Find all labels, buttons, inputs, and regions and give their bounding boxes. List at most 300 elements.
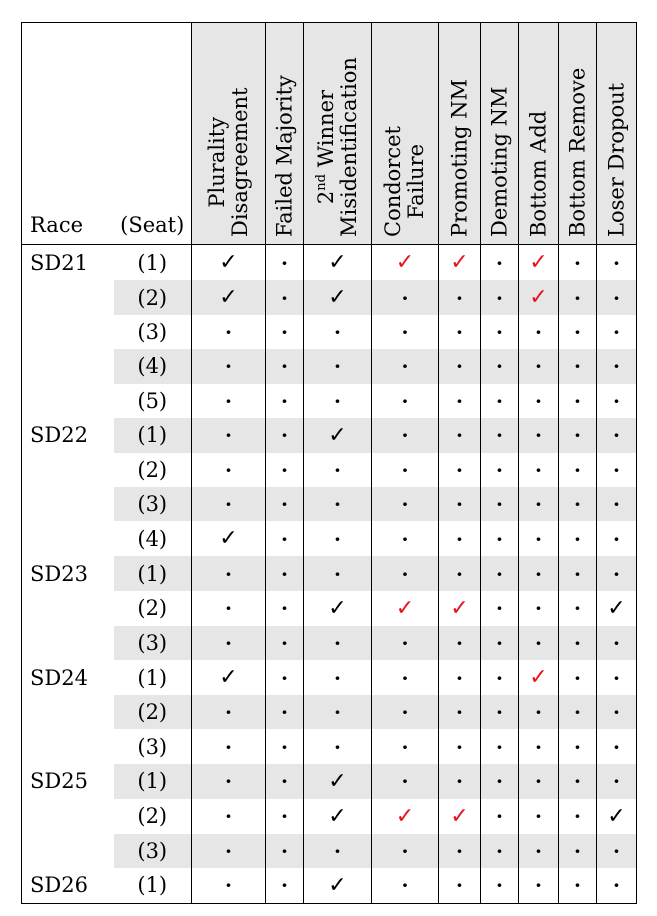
empty-dot-icon: · [574, 423, 581, 448]
result-cell [559, 868, 597, 904]
result-cell [519, 453, 559, 487]
result-cell [372, 695, 439, 729]
result-cell [372, 660, 439, 695]
empty-dot-icon: · [456, 388, 463, 413]
column-header-line: Bottom Remove [565, 67, 589, 237]
empty-dot-icon: · [574, 769, 581, 794]
empty-dot-icon: · [281, 769, 288, 794]
result-cell [304, 660, 372, 695]
empty-dot-icon: · [401, 561, 409, 586]
empty-dot-icon: · [574, 596, 581, 621]
result-cell [192, 521, 266, 556]
result-cell [481, 729, 519, 763]
result-cell [481, 695, 519, 729]
result-cell [597, 764, 637, 799]
result-cell [481, 764, 519, 799]
empty-dot-icon: · [456, 630, 463, 655]
check-icon: ✓ [328, 595, 347, 621]
column-header-label [448, 79, 471, 237]
empty-dot-icon: · [281, 804, 288, 829]
result-cell [372, 245, 439, 281]
empty-dot-icon: · [334, 320, 341, 345]
table-row [22, 453, 637, 487]
result-cell [559, 729, 597, 763]
empty-dot-icon: · [574, 458, 581, 483]
result-cell [372, 556, 439, 590]
result-cell [481, 453, 519, 487]
result-cell [266, 626, 304, 660]
result-cell [439, 591, 481, 626]
empty-dot-icon: · [281, 458, 288, 483]
result-cell [266, 349, 304, 383]
result-cell [519, 280, 559, 315]
column-header-superscript: nd [313, 174, 329, 191]
result-cell [192, 868, 266, 904]
empty-dot-icon: · [535, 734, 542, 759]
race-cell [22, 280, 114, 315]
result-cell [304, 521, 372, 556]
seat-cell: (1) [137, 665, 168, 690]
result-cell [192, 834, 266, 868]
empty-dot-icon: · [334, 665, 341, 690]
result-cell [439, 418, 481, 453]
column-header-8 [559, 23, 597, 245]
empty-dot-icon: · [535, 354, 542, 379]
red-check-icon: ✓ [395, 595, 415, 621]
column-header-box [597, 23, 636, 244]
column-header-label [488, 87, 511, 238]
race-cell [22, 453, 114, 487]
red-check-icon: ✓ [395, 250, 415, 275]
column-header-box [266, 23, 303, 244]
check-icon: ✓ [607, 803, 626, 829]
column-header-box [559, 23, 596, 244]
empty-dot-icon: · [281, 561, 288, 586]
empty-dot-icon: · [401, 838, 409, 863]
race-cell [22, 521, 114, 556]
empty-dot-icon: · [456, 734, 463, 759]
result-cell [192, 418, 266, 453]
result-cell [304, 626, 372, 660]
empty-dot-icon: · [574, 526, 581, 551]
empty-dot-icon: · [496, 769, 503, 794]
result-cell [372, 315, 439, 349]
empty-dot-icon: · [574, 665, 581, 690]
empty-dot-icon: · [281, 320, 288, 345]
result-cell [372, 487, 439, 521]
column-header-box [192, 23, 265, 244]
empty-dot-icon: · [535, 630, 542, 655]
race-cell [22, 834, 114, 868]
result-cell [372, 729, 439, 763]
result-cell [372, 626, 439, 660]
result-cell [597, 349, 637, 383]
result-cell [304, 245, 372, 281]
result-cell [192, 660, 266, 695]
empty-dot-icon: · [574, 873, 581, 898]
empty-dot-icon: · [535, 873, 542, 898]
check-icon: ✓ [328, 285, 347, 310]
empty-dot-icon: · [401, 665, 409, 690]
result-cell [372, 764, 439, 799]
result-cell [559, 349, 597, 383]
result-cell [304, 764, 372, 799]
empty-dot-icon: · [535, 596, 542, 621]
table-row [22, 315, 637, 349]
result-cell [192, 764, 266, 799]
seat-cell: (2) [114, 695, 192, 729]
result-cell [192, 280, 266, 315]
empty-dot-icon: · [613, 734, 620, 759]
result-cell [372, 349, 439, 383]
empty-dot-icon: · [535, 804, 542, 829]
empty-dot-icon: · [334, 734, 341, 759]
table-row [22, 384, 637, 418]
empty-dot-icon: · [456, 700, 463, 725]
result-cell [519, 729, 559, 763]
red-check-icon: ✓ [395, 803, 415, 829]
result-cell [266, 245, 304, 281]
empty-dot-icon: · [334, 838, 341, 863]
empty-dot-icon: · [456, 873, 463, 898]
empty-dot-icon: · [535, 458, 542, 483]
empty-dot-icon: · [574, 838, 581, 863]
column-header-4 [372, 23, 439, 245]
result-cell [372, 384, 439, 418]
result-cell [481, 384, 519, 418]
result-cell [266, 487, 304, 521]
empty-dot-icon: · [496, 804, 503, 829]
empty-dot-icon: · [535, 526, 542, 551]
check-icon: ✓ [328, 768, 347, 794]
result-cell [481, 660, 519, 695]
empty-dot-icon: · [496, 596, 503, 621]
empty-dot-icon: · [496, 250, 503, 275]
column-header-box [304, 23, 371, 244]
empty-dot-icon: · [535, 769, 542, 794]
column-header-label [206, 88, 252, 238]
empty-dot-icon: · [281, 388, 288, 413]
empty-dot-icon: · [613, 700, 620, 725]
column-header-label [527, 111, 550, 237]
column-header-label [273, 75, 296, 237]
empty-dot-icon: · [574, 492, 581, 517]
check-icon: ✓ [607, 595, 626, 621]
column-header-line: Failed Majority [272, 75, 296, 237]
result-cell [439, 868, 481, 904]
result-cell [266, 868, 304, 904]
race-cell [22, 315, 114, 349]
empty-dot-icon: · [496, 458, 503, 483]
empty-dot-icon: · [574, 804, 581, 829]
race-cell: SD21 [22, 245, 114, 281]
empty-dot-icon: · [401, 354, 409, 379]
empty-dot-icon: · [496, 320, 503, 345]
empty-dot-icon: · [496, 734, 503, 759]
result-cell [192, 591, 266, 626]
red-check-icon: ✓ [529, 250, 548, 275]
result-cell [266, 384, 304, 418]
empty-dot-icon: · [225, 388, 232, 413]
empty-dot-icon: · [456, 526, 463, 551]
result-cell [559, 418, 597, 453]
result-cell [304, 280, 372, 315]
seat-cell: (4) [114, 349, 192, 383]
result-cell [192, 799, 266, 834]
check-icon: ✓ [219, 526, 238, 552]
column-header-line: Bottom Add [526, 110, 550, 237]
result-cell [519, 868, 559, 904]
result-cell [559, 695, 597, 729]
result-cell [559, 453, 597, 487]
result-cell [266, 729, 304, 763]
result-cell [481, 280, 519, 315]
race-header-label: Race [30, 213, 84, 237]
table-row [22, 521, 637, 556]
seat-cell: (4) [137, 526, 168, 551]
empty-dot-icon: · [496, 354, 503, 379]
column-header-prefix: 2 [313, 190, 338, 205]
check-icon: ✓ [328, 422, 347, 448]
empty-dot-icon: · [281, 285, 288, 310]
empty-dot-icon: · [613, 388, 620, 413]
empty-dot-icon: · [535, 320, 542, 345]
empty-dot-icon: · [334, 492, 341, 517]
result-cell [266, 834, 304, 868]
result-cell [519, 487, 559, 521]
seat-header-label: (Seat) [120, 213, 185, 237]
result-cell [481, 487, 519, 521]
result-cell [304, 487, 372, 521]
result-cell [372, 834, 439, 868]
seat-header [114, 23, 192, 245]
empty-dot-icon: · [401, 388, 409, 413]
table-row [22, 280, 637, 315]
result-cell [192, 315, 266, 349]
column-header-2 [266, 23, 304, 245]
empty-dot-icon: · [535, 492, 542, 517]
empty-dot-icon: · [496, 561, 503, 586]
result-cell [481, 245, 519, 281]
empty-dot-icon: · [225, 700, 232, 725]
empty-dot-icon: · [334, 526, 341, 551]
result-cell [439, 280, 481, 315]
result-cell [481, 521, 519, 556]
seat-cell: (2) [137, 596, 168, 621]
empty-dot-icon: · [535, 388, 542, 413]
result-cell [304, 799, 372, 834]
result-cell [481, 799, 519, 834]
column-header-line: Disagreement [227, 87, 252, 237]
seat-cell: (3) [114, 626, 192, 660]
result-cell [192, 556, 266, 590]
empty-dot-icon: · [401, 320, 409, 345]
table-row [22, 695, 637, 729]
table-row [22, 764, 637, 799]
table-row [22, 418, 637, 453]
empty-dot-icon: · [225, 354, 232, 379]
result-cell [192, 453, 266, 487]
result-cell [559, 834, 597, 868]
empty-dot-icon: · [401, 492, 409, 517]
seat-cell: (1) [114, 556, 192, 590]
check-icon: ✓ [219, 250, 238, 275]
result-cell [519, 626, 559, 660]
result-cell [519, 521, 559, 556]
result-cell [597, 834, 637, 868]
empty-dot-icon: · [496, 838, 503, 863]
empty-dot-icon: · [496, 700, 503, 725]
race-cell [22, 695, 114, 729]
column-header-box [519, 23, 558, 244]
table-row [22, 591, 637, 626]
empty-dot-icon: · [574, 734, 581, 759]
empty-dot-icon: · [225, 561, 232, 586]
check-icon: ✓ [219, 665, 238, 691]
empty-dot-icon: · [574, 561, 581, 586]
result-cell [481, 349, 519, 383]
empty-dot-icon: · [281, 354, 288, 379]
column-header-5 [439, 23, 481, 245]
race-cell [22, 591, 114, 626]
empty-dot-icon: · [225, 492, 232, 517]
red-check-icon: ✓ [450, 803, 469, 829]
empty-dot-icon: · [334, 630, 341, 655]
check-icon: ✓ [328, 250, 347, 275]
empty-dot-icon: · [401, 700, 409, 725]
empty-dot-icon: · [574, 320, 581, 345]
empty-dot-icon: · [281, 873, 288, 898]
result-cell [192, 245, 266, 281]
result-cell [519, 418, 559, 453]
result-cell [519, 834, 559, 868]
result-cell [519, 315, 559, 349]
empty-dot-icon: · [401, 526, 409, 551]
seat-cell: (5) [137, 388, 168, 413]
empty-dot-icon: · [613, 769, 620, 794]
header-row [22, 23, 637, 245]
column-header-box [372, 23, 438, 244]
result-cell [372, 799, 439, 834]
empty-dot-icon: · [574, 285, 581, 310]
column-header-line: Promoting NM [447, 78, 471, 237]
result-cell [481, 626, 519, 660]
result-cell [304, 453, 372, 487]
empty-dot-icon: · [225, 734, 232, 759]
result-cell [192, 626, 266, 660]
table-row [22, 799, 637, 834]
empty-dot-icon: · [281, 250, 288, 275]
result-cell [439, 729, 481, 763]
seat-cell: (3) [114, 487, 192, 521]
empty-dot-icon: · [574, 700, 581, 725]
result-cell [597, 626, 637, 660]
empty-dot-icon: · [456, 838, 463, 863]
result-cell [481, 556, 519, 590]
result-cell [266, 660, 304, 695]
seat-cell: (2) [114, 280, 192, 315]
column-header-line: Demoting NM [487, 86, 511, 237]
result-cell [597, 556, 637, 590]
column-header-text: Winner [313, 89, 338, 175]
empty-dot-icon: · [496, 526, 503, 551]
result-cell [266, 418, 304, 453]
result-cell [481, 591, 519, 626]
empty-dot-icon: · [225, 630, 232, 655]
result-cell [597, 315, 637, 349]
red-check-icon: ✓ [529, 665, 548, 691]
result-cell [304, 315, 372, 349]
race-cell: SD26 [22, 868, 114, 904]
seat-cell: (1) [114, 418, 192, 453]
empty-dot-icon: · [613, 458, 620, 483]
result-cell [597, 487, 637, 521]
empty-dot-icon: · [613, 423, 620, 448]
result-cell [266, 315, 304, 349]
result-cell [372, 591, 439, 626]
empty-dot-icon: · [613, 526, 620, 551]
empty-dot-icon: · [574, 250, 581, 275]
empty-dot-icon: · [225, 423, 232, 448]
empty-dot-icon: · [613, 354, 620, 379]
empty-dot-icon: · [496, 492, 503, 517]
result-cell [597, 453, 637, 487]
empty-dot-icon: · [334, 354, 341, 379]
result-cell [559, 556, 597, 590]
results-table [21, 22, 637, 904]
result-cell [266, 591, 304, 626]
result-cell [372, 418, 439, 453]
empty-dot-icon: · [456, 285, 463, 310]
column-header-line [315, 57, 338, 237]
empty-dot-icon: · [613, 250, 620, 275]
result-cell [439, 245, 481, 281]
result-cell [559, 521, 597, 556]
result-cell [481, 315, 519, 349]
seat-cell: (1) [114, 764, 192, 799]
empty-dot-icon: · [281, 838, 288, 863]
empty-dot-icon: · [535, 700, 542, 725]
empty-dot-icon: · [456, 769, 463, 794]
table-row [22, 487, 637, 521]
table-row [22, 660, 637, 695]
empty-dot-icon: · [401, 423, 409, 448]
empty-dot-icon: · [613, 838, 620, 863]
column-header-7 [519, 23, 559, 245]
result-cell [304, 729, 372, 763]
result-cell [266, 556, 304, 590]
seat-cell: (3) [137, 734, 168, 759]
race-cell [22, 349, 114, 383]
result-cell [372, 453, 439, 487]
column-header-line: Loser Dropout [604, 82, 628, 237]
race-cell: SD23 [22, 556, 114, 590]
empty-dot-icon: · [535, 423, 542, 448]
race-cell [22, 729, 114, 763]
result-cell [481, 418, 519, 453]
result-cell [439, 453, 481, 487]
table-row [22, 626, 637, 660]
result-cell [439, 315, 481, 349]
race-cell: SD22 [22, 418, 114, 453]
result-cell [559, 315, 597, 349]
table-body [22, 245, 637, 904]
result-cell [304, 418, 372, 453]
column-header-line: Plurality [204, 116, 229, 208]
result-cell [481, 834, 519, 868]
red-check-icon: ✓ [450, 595, 469, 621]
result-cell [597, 660, 637, 695]
